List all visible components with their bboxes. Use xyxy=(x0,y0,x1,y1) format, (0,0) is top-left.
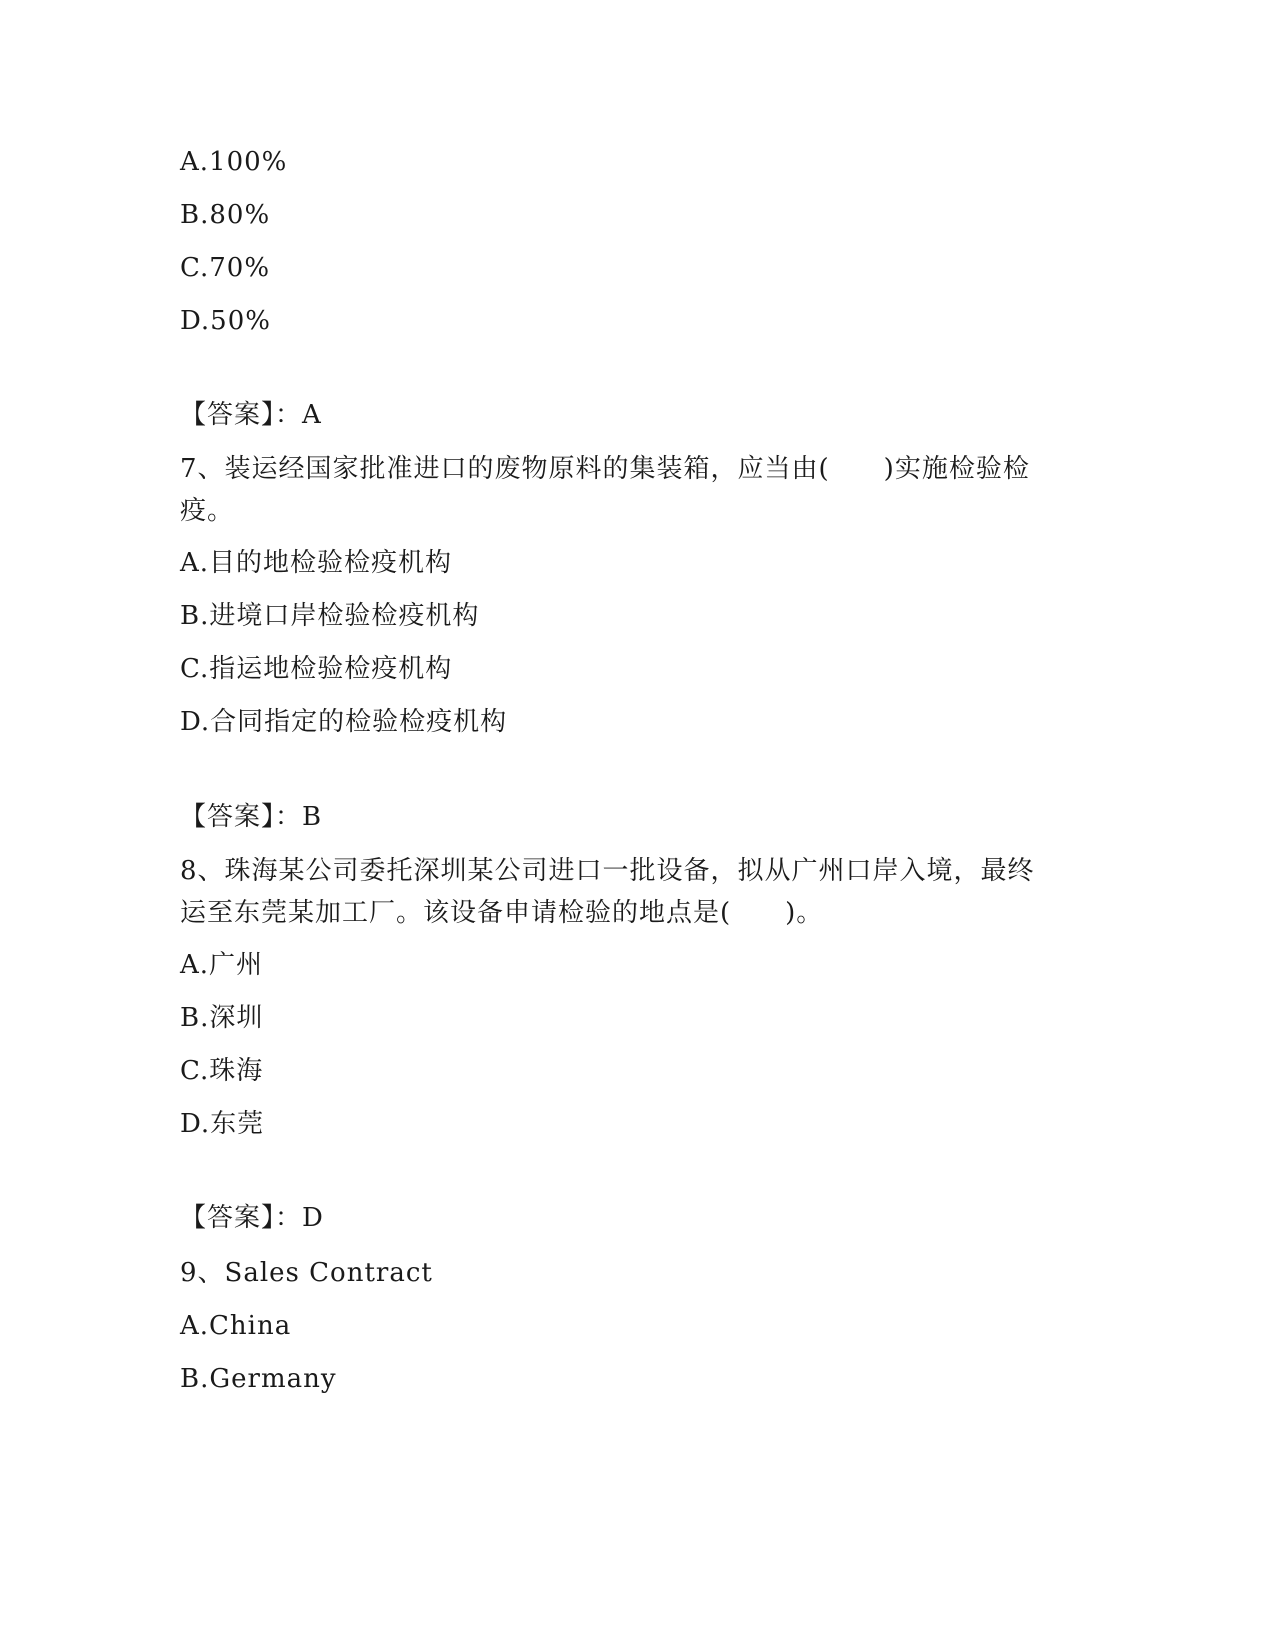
q8-option-c: C.珠海 xyxy=(180,1056,264,1086)
q8-option-a: A.广州 xyxy=(180,950,264,980)
q9-stem: 9、Sales Contract xyxy=(180,1258,433,1288)
q6-option-a: A.100% xyxy=(180,147,288,177)
q7-option-b: B.进境口岸检验检疫机构 xyxy=(180,601,480,631)
q6-option-c: C.70% xyxy=(180,253,271,283)
q7-option-a: A.目的地检验检疫机构 xyxy=(180,548,453,578)
q6-option-d: D.50% xyxy=(180,306,271,336)
q6-answer: 【答案】：A xyxy=(180,400,322,430)
q7-option-c: C.指运地检验检疫机构 xyxy=(180,654,453,684)
q9-option-b: B.Germany xyxy=(180,1364,337,1394)
q8-option-b: B.深圳 xyxy=(180,1003,264,1033)
q7-stem: 7、装运经国家批准进口的废物原料的集装箱，应当由( )实施检验检疫。 xyxy=(180,454,1030,526)
q8-stem: 8、珠海某公司委托深圳某公司进口一批设备，拟从广州口岸入境，最终运至东莞某加工厂。该设备申请检验的地点是( )。 xyxy=(180,856,1035,928)
q8-answer: 【答案】：D xyxy=(180,1203,324,1233)
q7-option-d: D.合同指定的检验检疫机构 xyxy=(180,707,508,737)
q8-option-d: D.东莞 xyxy=(180,1109,265,1139)
q7-answer: 【答案】：B xyxy=(180,802,323,832)
q9-option-a: A.China xyxy=(180,1311,292,1341)
q6-option-b: B.80% xyxy=(180,200,271,230)
